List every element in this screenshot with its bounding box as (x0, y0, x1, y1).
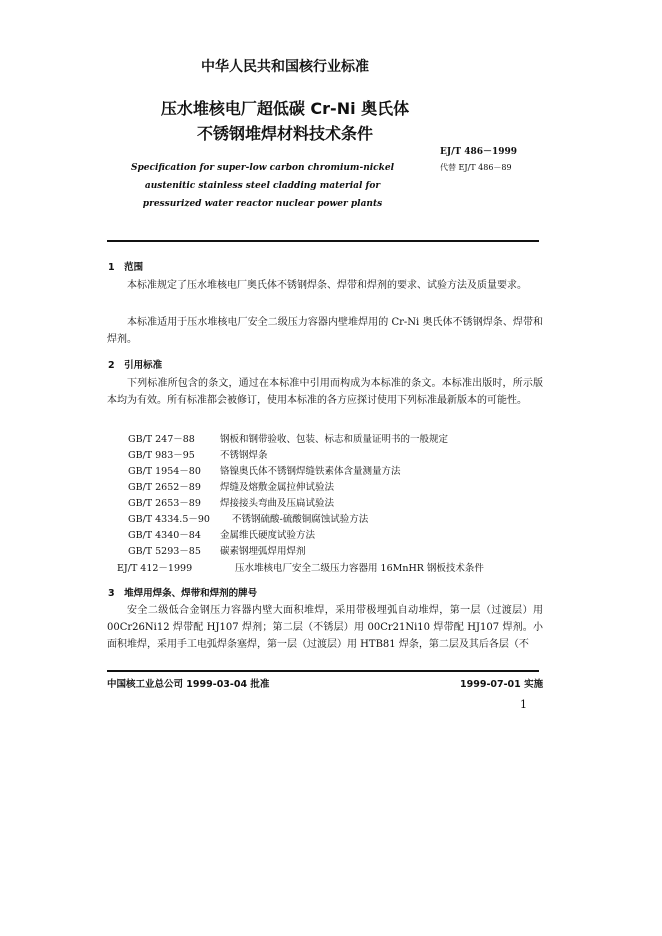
reference-title: 压水堆核电厂安全二级压力容器用 16MnHR 钢板技术条件 (235, 563, 484, 574)
reference-code: GB/T 983－95 (128, 450, 195, 461)
header-divider (107, 240, 539, 242)
reference-item (128, 543, 306, 557)
reference-code: EJ/T 412－1999 (117, 563, 193, 574)
english-title-line-3: pressurized water reactor nuclear power plants (142, 199, 383, 209)
implementation-date: 1999-07-01 实施 (460, 679, 544, 690)
reference-title: 焊缝及熔敷金属拉伸试验法 (220, 482, 335, 493)
section-1-paragraph-1: 本标准规定了压水堆核电厂奥氏体不锈钢焊条、焊带和焊剂的要求、试验方法及质量要求。 (127, 280, 527, 291)
reference-code: GB/T 4340－84 (128, 530, 201, 541)
section-2-heading: 2 引用标准 (108, 360, 163, 371)
reference-title: 不锈钢焊条 (220, 450, 268, 461)
document-title-line-1: 压水堆核电厂超低碳 Cr-Ni 奥氏体 (160, 99, 410, 118)
reference-item (128, 463, 401, 477)
english-title-line-2: austenitic stainless steel cladding material for (144, 181, 381, 191)
replaces-standard: 代替 EJ/T 486－89 (440, 163, 512, 172)
reference-item (128, 431, 448, 445)
reference-code: GB/T 247－88 (128, 434, 195, 445)
reference-title: 不锈钢硫酸-硫酸铜腐蚀试验方法 (232, 514, 369, 525)
reference-code: GB/T 1954－80 (128, 466, 201, 477)
section-3-heading: 3 堆焊用焊条、焊带和焊剂的牌号 (108, 588, 258, 599)
reference-code: GB/T 2652－89 (128, 482, 201, 493)
reference-item (128, 495, 334, 509)
reference-item (128, 447, 268, 461)
reference-code: GB/T 5293－85 (128, 546, 201, 557)
page-number: 1 (520, 698, 527, 711)
reference-title: 钢板和钢带验收、包装、标志和质量证明书的一般规定 (220, 434, 449, 445)
approval-note: 中国核工业总公司 1999-03-04 批准 (107, 679, 270, 690)
reference-item (117, 560, 484, 574)
document-title-line-2: 不锈钢堆焊材料技术条件 (196, 124, 373, 143)
reference-title: 铬镍奥氏体不锈钢焊缝铁素体含量测量方法 (220, 466, 401, 477)
section-2-paragraph-1: 下列标准所包含的条文，通过在本标准中引用而构成为本标准的条文。本标准出版时，所示版本均为有效。所有标准都会被修订，使用本标准的各方应探讨使用下列标准最新版本的可能性。 (107, 378, 543, 406)
industry-title: 中华人民共和国核行业标准 (201, 59, 369, 75)
reference-code: GB/T 4334.5－90 (128, 514, 210, 525)
reference-title: 焊接接头弯曲及压扁试验法 (220, 498, 335, 509)
section-1-heading: 1 范围 (108, 262, 144, 273)
reference-item (128, 511, 368, 525)
section-1-paragraph-2: 本标准适用于压水堆核电厂安全二级压力容器内壁堆焊用的 Cr-Ni 奥氏体不锈钢焊条、焊带和焊剂。 (107, 317, 543, 345)
reference-title: 碳素钢埋弧焊用焊剂 (220, 546, 306, 557)
document-number: EJ/T 486－1999 (440, 147, 518, 157)
reference-item (128, 479, 334, 493)
footer-divider (107, 670, 539, 672)
reference-item (128, 527, 315, 541)
english-title-line-1: Specification for super-low carbon chromium-nickel (130, 163, 395, 173)
section-3-paragraph-1: 安全二级低合金钢压力容器内壁大面积堆焊，采用带极埋弧自动堆焊，第一层（过渡层）用 00Cr26Ni12 焊带配 HJ107 焊剂；第二层（不锈层）用 00Cr21Ni10 焊带配 HJ107 焊剂。小面积堆焊，采用手工电弧焊条塞焊，第一层（过渡层）用 HTB81 焊条，第二层及其后各层（不 (107, 605, 543, 650)
reference-code: GB/T 2653－89 (128, 498, 201, 509)
reference-title: 金属维氏硬度试验方法 (220, 530, 316, 541)
